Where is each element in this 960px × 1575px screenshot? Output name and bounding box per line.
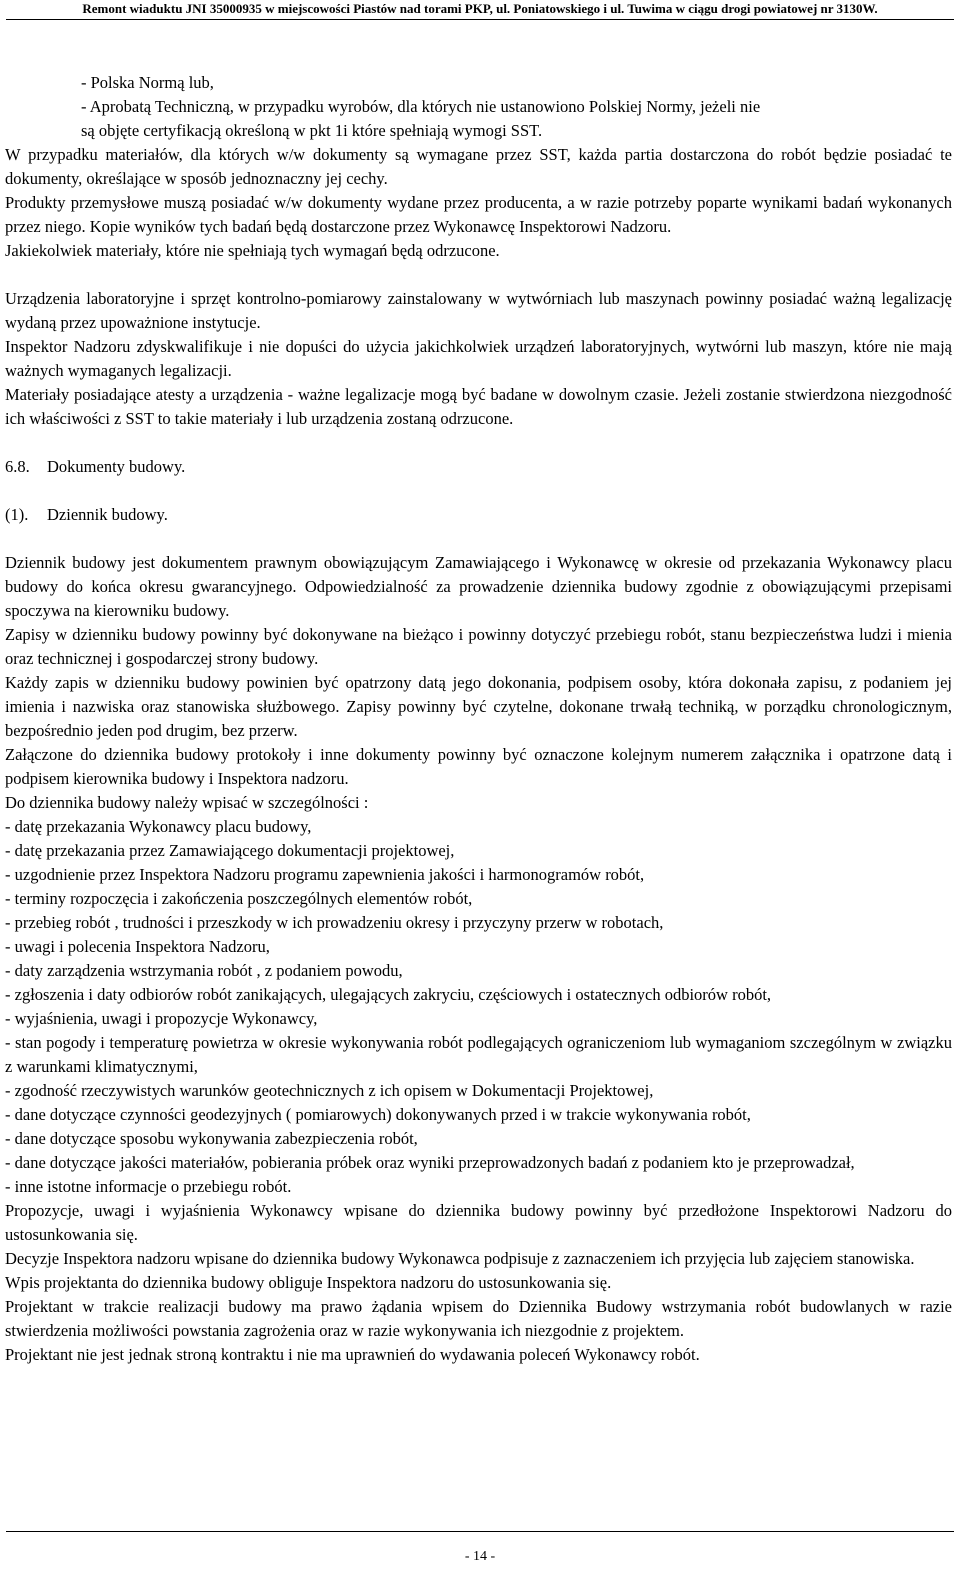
list-item: - dane dotyczące czynności geodezyjnych ( pomiarowych) dokonywanych przed i w trakcie wykonywania robót, [5,1105,751,1124]
subsection-number: (1). [5,505,29,524]
intro-line-2: - Aprobatą Techniczną, w przypadku wyrobów, dla których nie ustanowiono Polskiej Normy, jeżeli nie [81,97,761,116]
paragraph-rejected-materials: Jakiekolwiek materiały, które nie spełniają tych wymagań będą odrzucone. [5,241,500,260]
list-item: - przebieg robót , trudności i przeszkody w ich prowadzeniu okresy i przyczyny przerw w robotach, [5,913,664,932]
paragraph-materials-documents: W przypadku materiałów, dla których w/w dokumenty są wymagane przez SST, każda partia dostarczona do robót będzie posiadać te dokumenty, określające w sposób jednoznaczny jej cechy. [5,145,952,188]
list-item: - zgłoszenia i daty odbiorów robót zanikających, ulegających zakryciu, częściowych i ostatecznych odbiorów robót, [5,985,772,1004]
paragraph-diary-entries: Zapisy w dzienniku budowy powinny być dokonywane na bieżąco i powinny dotyczyć przebiegu robót, stanu bezpieczeństwa ludzi i mienia oraz technicznej i gospodarczej strony budowy. [5,625,952,668]
list-item: - daty zarządzenia wstrzymania robót , z podaniem powodu, [5,961,403,980]
paragraph-designer-not-party: Projektant nie jest jednak stroną kontraktu i nie ma uprawnień do wydawania poleceń Wykonawcy robót. [5,1345,700,1364]
running-header: Remont wiaduktu JNI 35000935 w miejscowości Piastów nad torami PKP, ul. Poniatowskiego i ul. Tuwima w ciągu drogi powiatowej nr 3130W. [82,1,878,16]
list-item: - datę przekazania Wykonawcy placu budowy, [5,817,312,836]
section-title: Dokumenty budowy. [47,457,186,476]
page-content [5,71,952,1367]
subsection-heading [5,503,952,527]
paragraph-site-diary-definition: Dziennik budowy jest dokumentem prawnym obowiązującym Zamawiającego i Wykonawcę w okresie od przekazania Wykonawcy placu budowy do końca okresu gwarancyjnego. Odpowiedzialność za prowadzenie dziennika budowy zgodnie z obowiązującymi przepisami spoczywa na kierowniku budowy. [5,553,952,620]
list-item: - inne istotne informacje o przebiegu robót. [5,1177,292,1196]
paragraph-attachments: Załączone do dziennika budowy protokoły i inne dokumenty powinny być oznaczone kolejnym numerem załącznika i opatrzone datą i podpisem kierownika budowy i Inspektora nadzoru. [5,745,952,788]
paragraph-inspector-decisions: Decyzje Inspektora nadzoru wpisane do dziennika budowy Wykonawca podpisuje z zaznaczeniem ich przyjęcia lub zajęciem stanowiska. [5,1249,915,1268]
section-number: 6.8. [5,457,30,476]
list-item: - stan pogody i temperaturę powietrza w okresie wykonywania robót podlegających ograniczeniom lub wymaganiom szczególnym w związku z warunkami klimatycznymi, [5,1033,952,1076]
paragraph-lab-equipment: Urządzenia laboratoryjne i sprzęt kontrolno-pomiarowy zainstalowany w wytwórniach lub maszynach powinny posiadać ważną legalizację wydaną przez upoważnione instytucje. [5,289,952,332]
list-item: - dane dotyczące jakości materiałów, pobierania próbek oraz wyniki przeprowadzonych badań z podaniem kto je przeprowadzał, [5,1153,855,1172]
list-item: - wyjaśnienia, uwagi i propozycje Wykonawcy, [5,1009,318,1028]
page-number: - 14 - [464,1549,496,1564]
paragraph-inspector-disqualify: Inspektor Nadzoru zdyskwalifikuje i nie dopuści do użycia jakichkolwiek urządzeń laboratoryjnych, wytwórni lub maszyn, które nie mają ważnych wymaganych legalizacji. [5,337,952,380]
list-item: - datę przekazania przez Zamawiającego dokumentacji projektowej, [5,841,455,860]
section-heading [5,455,952,479]
paragraph-list-intro: Do dziennika budowy należy wpisać w szczególności : [5,793,369,812]
list-item: - uwagi i polecenia Inspektora Nadzoru, [5,937,270,956]
paragraph-contractor-proposals: Propozycje, uwagi i wyjaśnienia Wykonawcy wpisane do dziennika budowy powinny być przedłożone Inspektorowi Nadzoru do ustosunkowania się. [5,1201,952,1244]
paragraph-designer-rights: Projektant w trakcie realizacji budowy ma prawo żądania wpisem do Dziennika Budowy wstrzymania robót budowlanych w razie stwierdzenia możliwości powstania zagrożenia oraz w razie wykonywania ich niezgodnie z projektem. [5,1297,952,1340]
footer-divider [6,1531,954,1532]
paragraph-designer-entry: Wpis projektanta do dziennika budowy obliguje Inspektora nadzoru do ustosunkowania się. [5,1273,612,1292]
subsection-title: Dziennik budowy. [47,505,168,524]
diary-entries-list [5,815,952,1199]
header-divider [6,19,954,20]
intro-line-1: - Polska Normą lub, [81,73,214,92]
intro-line-3: są objęte certyfikacją określoną w pkt 1i które spełniają wymogi SST. [81,121,543,140]
paragraph-entry-signature: Każdy zapis w dzienniku budowy powinien być opatrzony datą jego dokonania, podpisem osoby, która dokonała zapisu, z podaniem jej imienia i nazwiska oraz stanowiska służbowego. Zapisy powinny być czytelne, dokonane trwałą techniką, w porządku chronologicznym, bezpośrednio jeden pod drugim, bez przerw. [5,673,952,740]
list-item: - terminy rozpoczęcia i zakończenia poszczególnych elementów robót, [5,889,473,908]
list-item: - dane dotyczące sposobu wykonywania zabezpieczenia robót, [5,1129,418,1148]
list-item: - uzgodnienie przez Inspektora Nadzoru programu zapewnienia jakości i harmonogramów robót, [5,865,645,884]
paragraph-testing-anytime: Materiały posiadające atesty a urządzenia - ważne legalizacje mogą być badane w dowolnym czasie. Jeżeli zostanie stwierdzona niezgodność ich właściwości z SST to takie materiały i lub urządzenia zostaną odrzucone. [5,385,952,428]
paragraph-industrial-products: Produkty przemysłowe muszą posiadać w/w dokumenty wydane przez producenta, a w razie potrzeby poparte wynikami badań wykonanych przez niego. Kopie wyników tych badań będą dostarczone przez Wykonawcę Inspektorowi Nadzoru. [5,193,952,236]
list-item: - zgodność rzeczywistych warunków geotechnicznych z ich opisem w Dokumentacji Projektowej, [5,1081,654,1100]
